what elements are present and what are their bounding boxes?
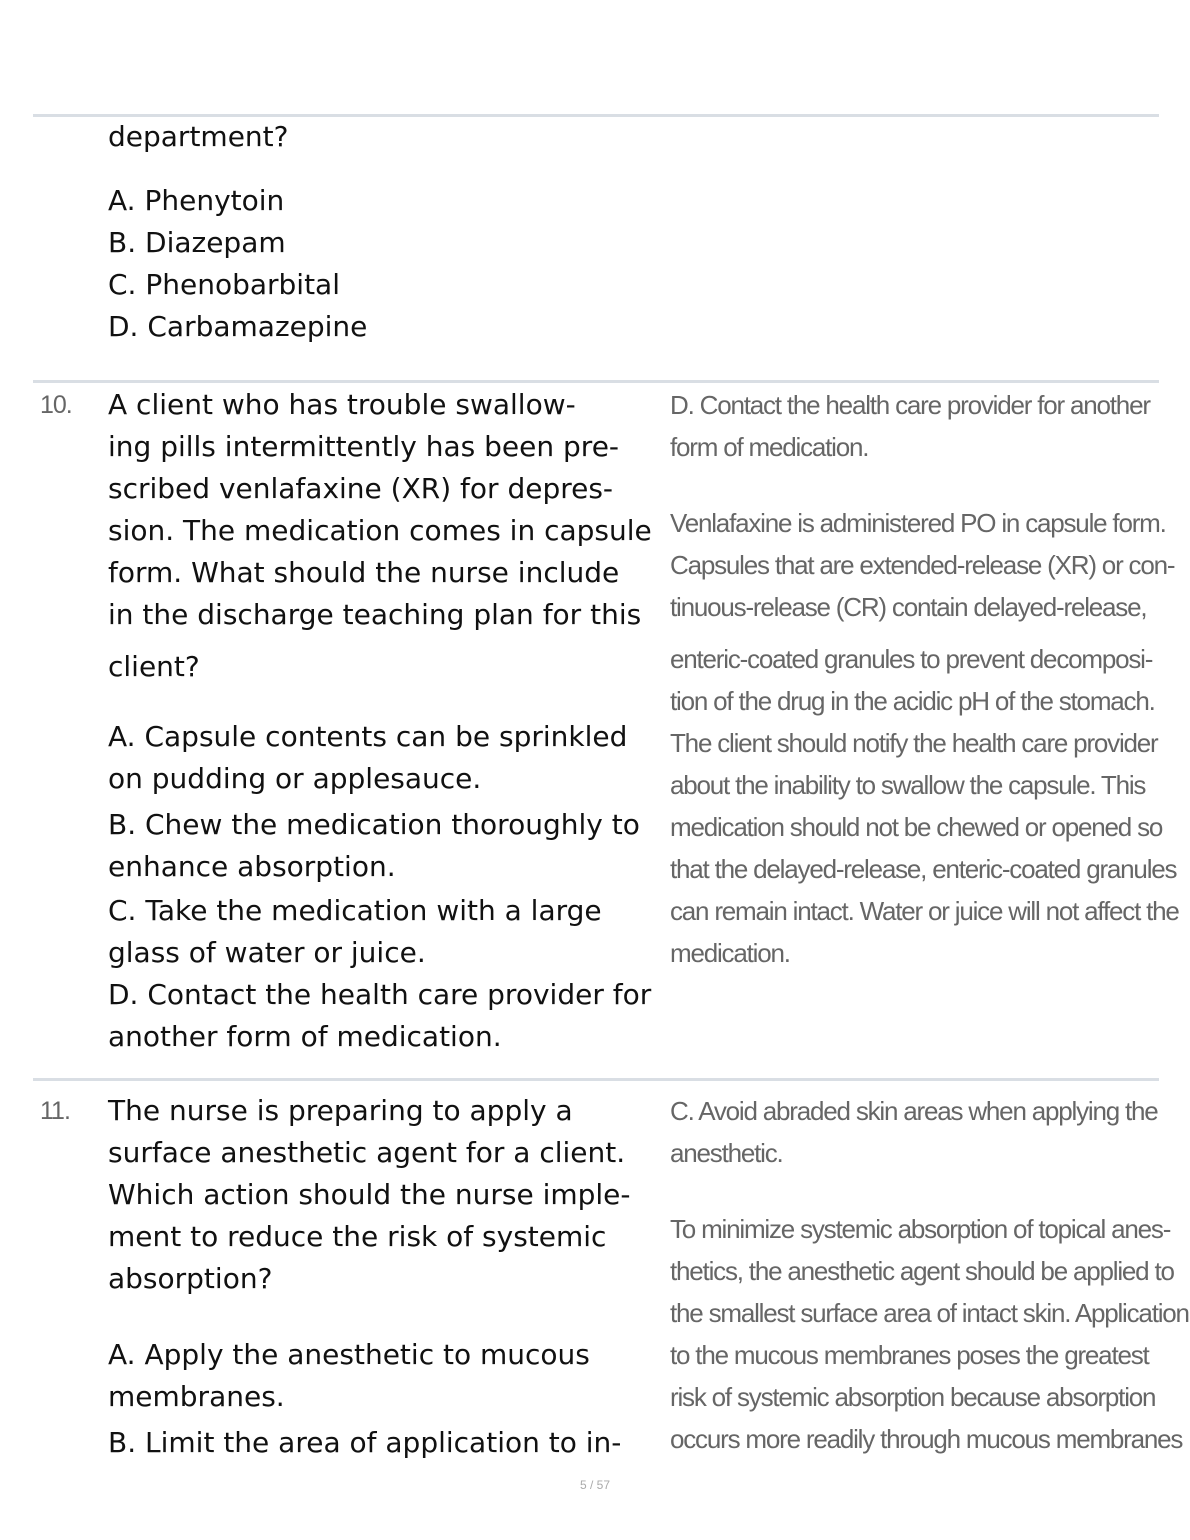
question-9-option: A. Phenytoin — [108, 184, 285, 217]
rationale-line: can remain intact. Water or juice will not affect the — [670, 896, 1179, 926]
question-11-stem-line: absorption? — [108, 1262, 273, 1295]
rationale-line: the smallest surface area of intact skin. Application — [670, 1298, 1189, 1328]
question-9-stem-tail: department? — [108, 120, 289, 153]
question-10-stem-line: ing pills intermittently has been pre- — [108, 430, 620, 463]
question-9-option: D. Carbamazepine — [108, 310, 368, 343]
rationale-line: tion of the drug in the acidic pH of the stomach. — [670, 686, 1155, 716]
answer-line: anesthetic. — [670, 1138, 783, 1168]
question-10-stem-line: sion. The medication comes in capsule — [108, 514, 652, 547]
rationale-line: enteric-coated granules to prevent decomposi- — [670, 644, 1153, 674]
question-10-option: enhance absorption. — [108, 850, 396, 883]
rationale-line: Venlafaxine is administered PO in capsule form. — [670, 508, 1166, 538]
rationale-line: to the mucous membranes poses the greatest — [670, 1340, 1149, 1370]
question-divider — [33, 380, 1159, 383]
rationale-line: medication should not be chewed or opened so — [670, 812, 1163, 842]
question-10-option: another form of medication. — [108, 1020, 502, 1053]
rationale-line: thetics, the anesthetic agent should be applied to — [670, 1256, 1174, 1286]
question-11-number: 11. — [40, 1097, 70, 1125]
question-10-option: on pudding or applesauce. — [108, 762, 482, 795]
rationale-line: To minimize systemic absorption of topical anes- — [670, 1214, 1171, 1244]
question-11-answer — [670, 1090, 1189, 1460]
question-11-stem-line: surface anesthetic agent for a client. — [108, 1136, 626, 1169]
rationale-line: occurs more readily through mucous membranes — [670, 1424, 1183, 1454]
question-10-text — [108, 384, 668, 1058]
rationale-line: The client should notify the health care provider — [670, 728, 1158, 758]
question-9-text — [108, 116, 668, 348]
question-10-option: C. Take the medication with a large — [108, 894, 602, 927]
question-11-option: B. Limit the area of application to in- — [108, 1426, 622, 1459]
rationale-line: risk of systemic absorption because absorption — [670, 1382, 1156, 1412]
answer-line: form of medication. — [670, 432, 869, 462]
question-10-stem-line: form. What should the nurse include — [108, 556, 620, 589]
question-9-option: C. Phenobarbital — [108, 268, 340, 301]
question-11-stem-line: ment to reduce the risk of systemic — [108, 1220, 607, 1253]
question-11-text — [108, 1090, 668, 1464]
question-11-option: A. Apply the anesthetic to mucous — [108, 1338, 590, 1371]
rationale-line: about the inability to swallow the capsule. This — [670, 770, 1146, 800]
question-10-number: 10. — [40, 391, 72, 419]
question-11-option: membranes. — [108, 1380, 285, 1413]
question-10-option: D. Contact the health care provider for — [108, 978, 652, 1011]
question-10-option: glass of water or juice. — [108, 936, 426, 969]
page-number: 5 / 57 — [579, 1478, 611, 1492]
answer-line: D. Contact the health care provider for another — [670, 390, 1150, 420]
question-divider — [33, 1078, 1159, 1081]
question-10-answer — [670, 384, 1179, 974]
rationale-line: tinuous-release (CR) contain delayed-release, — [670, 592, 1147, 622]
question-10-stem-line: in the discharge teaching plan for this — [108, 598, 642, 631]
question-11-stem-line: The nurse is preparing to apply a — [108, 1094, 573, 1127]
question-10-stem-line: client? — [108, 650, 200, 683]
question-9-option: B. Diazepam — [108, 226, 286, 259]
rationale-line: that the delayed-release, enteric-coated granules — [670, 854, 1177, 884]
question-10-stem-line: scribed venlafaxine (XR) for depres- — [108, 472, 614, 505]
question-10-option: A. Capsule contents can be sprinkled — [108, 720, 628, 753]
question-11-stem-line: Which action should the nurse imple- — [108, 1178, 631, 1211]
question-10-stem-line: A client who has trouble swallow- — [108, 388, 576, 421]
rationale-line: medication. — [670, 938, 790, 968]
rationale-line: Capsules that are extended-release (XR) or con- — [670, 550, 1175, 580]
question-10-option: B. Chew the medication thoroughly to — [108, 808, 640, 841]
answer-line: C. Avoid abraded skin areas when applying the — [670, 1096, 1158, 1126]
